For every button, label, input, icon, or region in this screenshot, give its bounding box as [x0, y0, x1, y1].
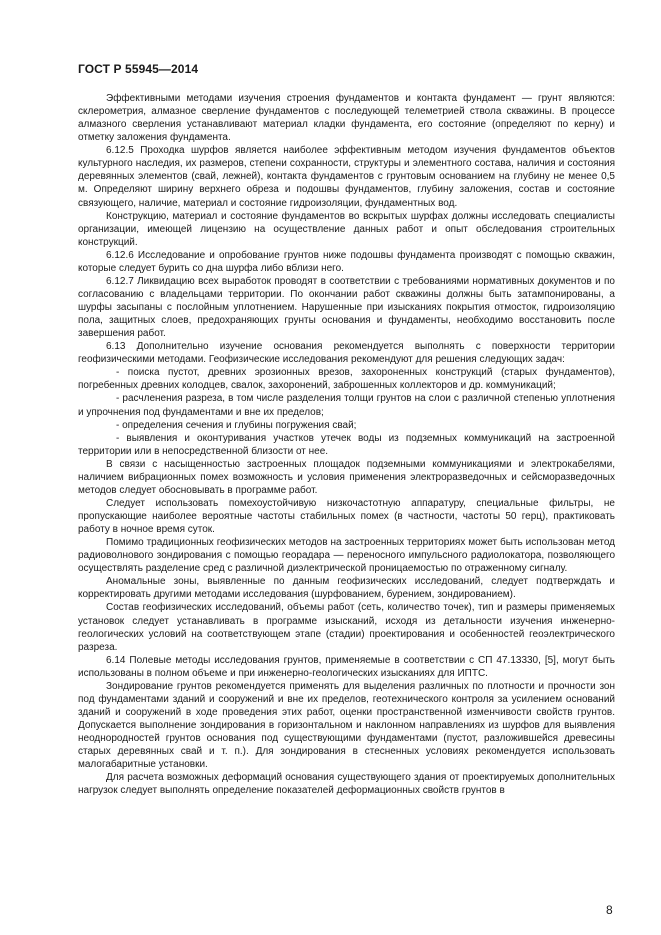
paragraph: 6.12.5 Проходка шурфов является наиболее эффективным методом изучения фундаментов объектов культурного наследия, их размеров, степени сохранности, структуры и элементного состава, наличия и состояния деревянных элементов (свай, лежней), контакта фундаментов с грунтовым основанием на глубину не менее 0,5 м. Определяют ширину верхнего обреза и подошвы фундаментов, глубину заложения, состав и состояние связующего, наличие, материал и состояние гидроизоляции, фундаментных вод.: [78, 145, 615, 209]
paragraph: Эффективными методами изучения строения фундаментов и контакта фундамент — грунт являются: склерометрия, алмазное сверление фундаментов с последующей телеметрией ствола скважины. В процессе алмазного сверления устанавливают материал кладки фундамента, его состояние (определяют по керну) и отметку заложения фундамента.: [78, 93, 615, 144]
list-item: - расчленения разреза, в том числе разделения толщи грунтов на слои с различной степенью уплотнения и упрочнения под фундаментами и вне их пределов;: [78, 393, 615, 418]
paragraph: 6.13 Дополнительно изучение основания рекомендуется выполнять с поверхности территории геофизическими методами. Геофизические исследования рекомендуют для решения следующих задач:: [78, 341, 615, 366]
list-item: - выявления и оконтуривания участков утечек воды из подземных коммуникаций на застроенной территории или в непосредственной близости от нее.: [78, 432, 615, 457]
paragraph: 6.12.6 Исследование и опробование грунтов ниже подошвы фундамента производят с помощью скважин, которые следует бурить со дна шурфа либо вблизи него.: [78, 249, 615, 274]
paragraph: Состав геофизических исследований, объемы работ (сеть, количество точек), тип и размеры применяемых установок следует устанавливать в программе изысканий, исходя из детальности изучения инженерно-геологических условий на соответствующем этапе (стадии) проектирования и особенностей геоэлектрического разреза.: [78, 602, 615, 653]
list-item: - определения сечения и глубины погружения свай;: [116, 419, 357, 431]
paragraph: Помимо традиционных геофизических методов на застроенных территориях может быть использован метод радиоволнового зондирования с помощью георадара — переносного импульсного радиолокатора, позволяющего осуществлять разделение сред с различной диэлектрической проницаемостью по отраженному сигналу.: [78, 537, 615, 575]
paragraph: Для расчета возможных деформаций основания существующего здания от проектируемых дополнительных нагрузок следует выполнять определение показателей деформационных свойств грунтов в: [78, 772, 615, 797]
paragraph: Зондирование грунтов рекомендуется применять для выделения различных по плотности и прочности зон под фундаментами зданий и сооружений и вне их пределов, геотехнического контроля за усилением оснований зданий и сооружений в ходе проведения этих работ, оценки пространственной изменчивости свойств грунтов. Допускается выполнение зондирования в горизонтальном и наклонном направлениях из шурфов для выявления неоднородностей грунтов основания под существующими фундаментами (пустот, разложившейся древесины старых деревянных свай и т. п.). Для зондирования в стесненных условиях рекомендуется использовать малогабаритные установки.: [78, 680, 615, 771]
document-body: [78, 92, 615, 797]
paragraph: 6.14 Полевые методы исследования грунтов, применяемые в соответствии с СП 47.13330, [5], могут быть использованы в полном объеме и при инженерно-геологических изысканиях для ИПТС.: [78, 654, 615, 679]
page-number: 8: [606, 903, 613, 917]
paragraph: Следует использовать помехоустойчивую низкочастотную аппаратуру, специальные фильтры, не пропускающие наиболее вероятные частоты стабильных помех (в частности, частоты 50 герц), практиковать работу в ночное время суток.: [78, 497, 615, 536]
document-header: ГОСТ Р 55945—2014: [78, 62, 199, 76]
list-item: - поиска пустот, древних эрозионных врезов, захороненных конструкций (старых фундаментов), погребенных древних колодцев, свалок, захоронений, заброшенных коллекторов и др. коммуникаций;: [78, 367, 615, 392]
paragraph: Конструкцию, материал и состояние фундаментов во вскрытых шурфах должны исследовать специалисты организации, имеющей лицензию на осуществление данных работ и опыт обследования строительных конструкций.: [78, 210, 615, 248]
paragraph: 6.12.7 Ликвидацию всех выработок проводят в соответствии с требованиями нормативных документов и по согласованию с владельцами территории. По окончании работ скважины должны быть затампонированы, а шурфы засыпаны с послойным уплотнением. Нарушенные при изысканиях покрытия отмосток, гидроизоляцию пола, защитных слоев, предохраняющих грунты основания и фундаменты, необходимо восстановить после завершения работ.: [78, 275, 615, 340]
paragraph: В связи с насыщенностью застроенных площадок подземными коммуникациями и электрокабелями, наличием вибрационных помех возможность и условия применения электроразведочных и сейсморазведочных методов следует обосновывать в программе работ.: [78, 458, 615, 496]
paragraph: Аномальные зоны, выявленные по данным геофизических исследований, следует подтверждать и корректировать другими методами исследования (шурфованием, бурением, зондированием).: [78, 576, 615, 601]
